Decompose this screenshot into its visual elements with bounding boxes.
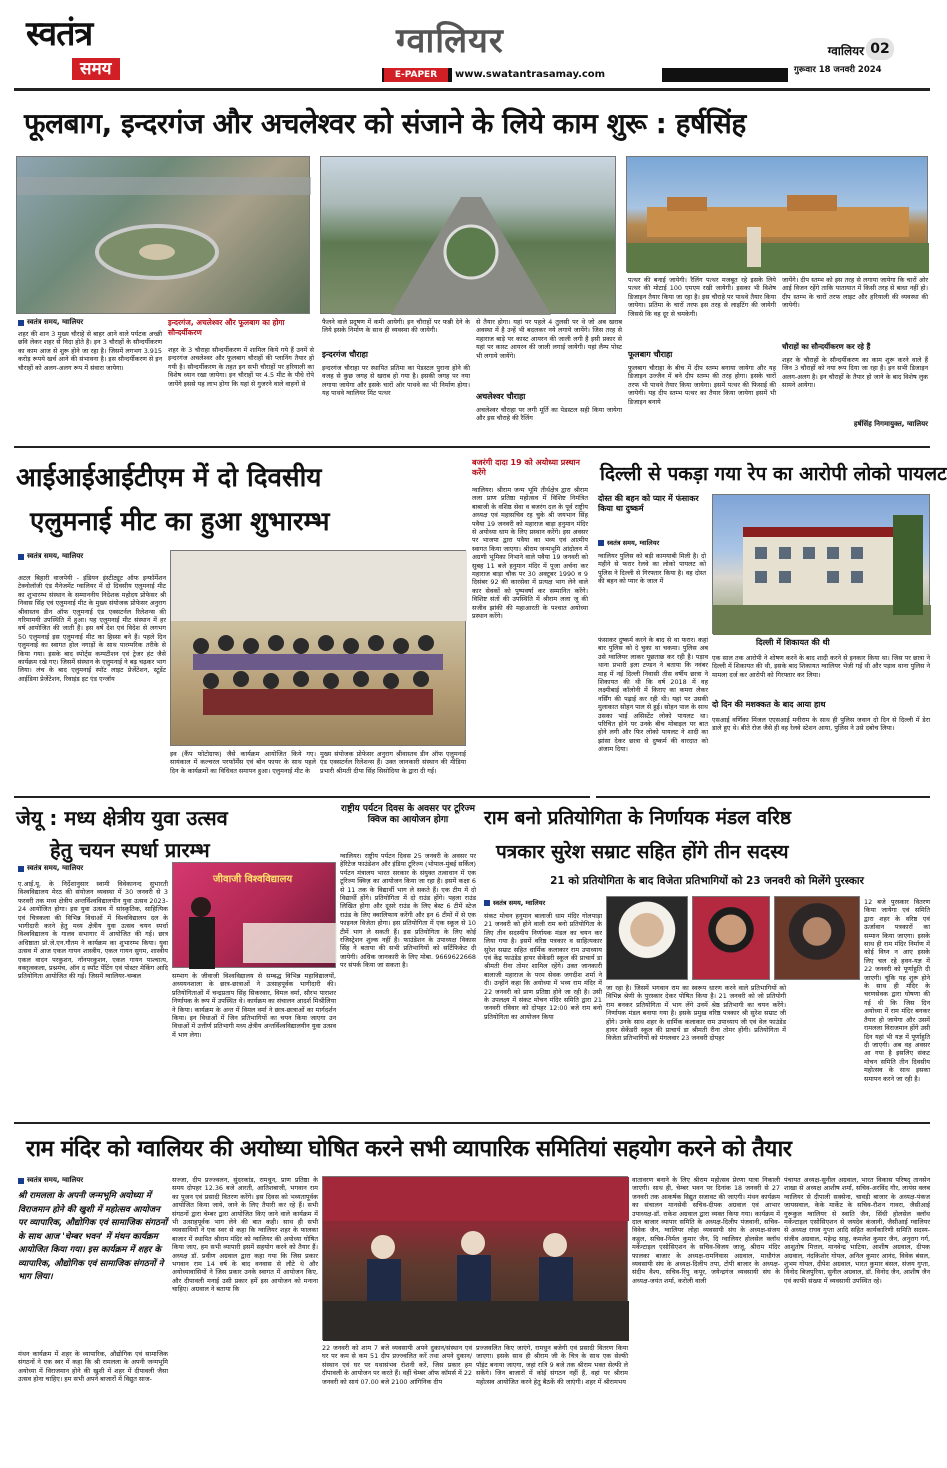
iiitm-headline-2: एलुमनाई मीट का हुआ शुभारम्भ (30, 507, 330, 537)
top-col3b: इन्दरगंज चौराहा पर स्थापित प्रतिमा का पेडस्टल पुराना होने की वजह से कुछ जगह से खराब हो गया है। इसकी जगह पर नया लगाया जायेगा और इसके चारों ओर पाथवे का भी निर्माण होगा। यह पाथवे ग्वालियर मिंट पत्थर (322, 364, 470, 398)
ram-jury-headline-1: राम बनो प्रतियोगिता के निर्णायक मंडल वरिष्ठ (484, 807, 792, 829)
masthead (0, 0, 945, 86)
byline-marker (18, 1178, 24, 1184)
ayodhya-col4: वातावरण बनाने के लिए श्रीराम महोत्सव प्रेरणा यात्रा निकाली जाएगी। साथ ही, चेम्बर भवन पर दिनांक 18 जनवरी से 27 जनवरी तक आकर्षक विद्युत सजावट की जाएगी। मंथन कार्यक्रम का संचालन मानसेवी सचिव-दीपक अग्रवाल एवं आभार उपाध्यक्ष-डॉ. राकेश अग्रवाल द्वारा व्यक्त किया गया। कार्यक्रम में दाल बाजार व्यापार समिति के अध्यक्ष-दिलीप पंजवानी, सचिव-विवेक जैन, ग्वालियर लोहा व्यवसायी संघ के अध्यक्ष-संजय कट्ठल, सचिव-निर्मल कुमार जैन, दि ग्वालियर होलसेल क्लॉथ मर्केन्टाइल एसोसिएशन के सचिव-विजय जाजू, श्रीराम मंदिर फालका बाजार के अध्यक्ष-रामनिवास अग्रवाल, माधौगंज व्यवसायी संघ के अध्यक्ष-दिलीप तपा, टोपी बाजार के अध्यक्ष-संदीप वैश्य, सचिव-रिंपु कपूर, जयेन्द्रगंज व्यवसायी संघ के अध्यक्ष-जयंत शर्मा, करोली वाली (632, 1176, 780, 1285)
ayodhya-caption-2: प्रज्जवलित किए जाएंगे, रामधुन बजेगी एवं प्रसादी वितरण किया जाएगा। इसके साथ ही श्रीराम जी के चित्र के साथ एक सेल्फी पॉइंट बनाया जाएगा, जहां रात्रि 9 बजे तक श्रीराम भक्त सेल्फी ले सकेंगे। जिन बाजारों में कोई संगठन नहीं हैं, वहां पर श्रीराम महोत्सव आयोजित करने हेतु बैठकें की जाएंगी। शहर में श्रीरामभय (476, 1344, 628, 1386)
jury-portrait-2 (692, 896, 770, 980)
chamber-meeting-photo (322, 1176, 628, 1340)
top-col5-subhead: फूलबाग चौराहा (628, 350, 673, 359)
logo (26, 14, 166, 84)
delhi-body-2: फंसाकर दुष्कर्म करने के बाद से था फरार। कहां बार पुलिस को दे चुका था चकमा। पुलिस अब उसे ग्वालियर लाकर पूछताछ कर रही है। पड़ाव थाना प्रभारी इला टण्डन ने बताया कि नवंबर माह में नई दिल्ली निवासी तीस वर्षीय छात्रा ने शिकायत की थी कि वर्ष 2018 में वह लक्ष्मीबाई कॉलोनी में किराए का कमरा लेकर नर्सिंग की पढ़ाई कर रही थी। यहां पर उसकी मुलाकात सोहन पाल से हुई। सोहन पाल के साथ उसका भाई असिस्टेंट लोको पायलट था। परिचित होने पर उनके बीच मोबाइल पर बात होने लगी और फिर लोको पायलट ने शादी का झांसा देकर छात्रा से दुष्कर्म की वारदात को अंजाम दिया। (598, 636, 708, 754)
ram-jury-body-2: जा रहा है। जिसमें भगवान राम का स्वरूप धारण करने वाले प्रतिभागियों को विभिन्न श्रेणी के पुरस्कार देकर पोषित किया है। 21 जनवरी को जो प्रतियोगी राम बनकर प्रतियोगिता में भाग लेंगे उनमें श्रेष्ठ प्रतिभागी का चयन करेंगे। निर्णायक मंडल बनाया गया है। इसके प्रमुख वरिष्ठ पत्रकार श्री सुरेश सम्राट जी होंगे। उनके साथ शहर के धार्मिक कलाकार राम उपाध्याय जी एवं वेल फाउंडेड हायर सेकेंडरी स्कूल की प्राचार्य डा श्रीमती रीना तोमर होंगी। प्रतियोगिता में विजेता प्रतिभागियों को मंगलवार 23 जनवरी दोपहर (606, 984, 786, 1043)
top-quote-attribution: हर्षसिंह निगमायुक्त, ग्वालियर (853, 420, 928, 428)
byline-text: स्वतंत्र समय, ग्वालियर (27, 552, 84, 560)
byline-marker (598, 540, 604, 546)
delhi-body-3: एक साल तक आरोपी ने शोषण करने के बाद शादी करने से इनकार किया था। जिस पर छात्रा ने दिल्ली में शिकायत की थी, इसके बाद शिकायत ग्वालियर भेजी गई थी और पड़ाव थाना पुलिस ने मामला दर्ज कर आरोपी को गिरफ्तार कर लिया। (712, 654, 930, 679)
top-col2-subhead: इन्दरगंज, अचलेश्वर और फूलबाग का होगा सौन्दर्यीकरण (168, 318, 285, 337)
byline-marker (18, 866, 24, 872)
ayodhya-caption: 22 जनवरी को शाम 7 बजे व्यवसायी अपने दुकान/संस्थान एवं घर पर कम से कम 51 दीप प्रज्ज्वलित करें तथा अपने दुकान/संस्थान एवं घर पर यथासंभव रोशनी करें, जिस प्रकार हम दीपावली के आयोजन पर करते हैं। वहीं चेम्बर ऑफ कॉमर्स में 22 जनवरी को सायं 07.00 बजे 2100 आंगिनिक दीप (322, 1344, 472, 1386)
top-col3a: फैलने वाले प्रदूषण में कमी आयेगी। इन चौराहों पर फन्नी देने के लिये इसके निर्माण के साथ ही व्यवस्था की जायेगी। (322, 318, 470, 335)
iiitm-group-photo (170, 550, 466, 746)
road-shape (321, 157, 617, 315)
page-city: ग्वालियर (827, 44, 864, 58)
masthead-rule (14, 88, 930, 91)
delhi-caption: दिल्ली में शिकायत की थी (756, 638, 830, 647)
delhi-body-1: ग्वालियर पुलिस को बड़ी कामयाबी मिली है। दो महीने से फरार रेलवे का लोको पायलट को पुलिस ने दिल्ली से गिरफ्तार किया है। वह दोस्त की बहन को प्यार के जाल में (598, 552, 706, 586)
byline-text: स्वतंत्र समय, ग्वालियर (493, 899, 546, 907)
byline-text: स्वतंत्र समय, ग्वालियर (607, 539, 660, 547)
jiwaji-body-1: ए.आई.यू. के निर्देशानुसार स्वामी विवेकानन्द सुभारती विश्वविद्यालय मेरठ की संयोजन व्यवस्था में 30 जनवरी से 3 फरवरी तक मध्य क्षेत्रीय अन्तर्विश्वविद्यालयीन युवा उत्सव 2023-24 आयोजित होगा। इस युवा उत्सव में सांस्कृतिक, साहित्यिक एवं चित्रकला की विभिन्न विधाओं में विश्वविद्यालय दल के भागीदारी करने हेतु मध्य क्षेत्रीय युवा उत्सव चयन स्पर्धा विश्वविद्यालय के गालव सभागार में आयोजित की गई। छात्र अधिष्ठाता प्रो.जे.एन.गौतम ने कार्यक्रम का शुभारम्भ किया। युवा उत्सव में आज एकल गायन शास्त्रीय, एकल गायन सुगम, शास्त्रीय एकल वादन परकुशन, नॉनपरकुशन, एकल गायन पाश्चात्य, वक्तृत्वकला, प्रश्नमंच, ऑन द स्पॉट पेंटिंग एवं पोस्टर मेकिंग आदि प्रतियोगिता आयोजित की गई। जिसमें ग्वालियर-चम्बल (18, 880, 168, 981)
byline-marker (18, 320, 24, 326)
top-col6a: जायेंगे। दीप स्तम्भ को इस तरह से लगाया जायेगा कि चारों ओर आई विजन रहेंगे ताकि यातायात में किसी तरह से बाधा नहीं हो। दीप स्तम्भ के चारों तरफ लाइट और हरियाली की व्यवस्था की जायेगी। (782, 276, 928, 310)
ayodhya-col2: सज्जा, दीप प्रज्ज्वलन, सुंदरकांड, रामधुन, प्राण प्रतिष्ठा के समय दोपहर 12.36 बजे आरती, आतिशबाजी, भगवान राम का पूजन एवं प्रसादी वितरण करेंगे। इस दिवस को भव्यतापूर्वक आयोजित किया जाये, जाने के लिए तैयारी कर रहे हैं। सभी संगठनों द्वारा चेम्बर द्वारा आयोजित किए जाने वाले कार्यक्रम में भी उत्साहपूर्वक भाग लेने की बात कही। साथ ही सभी व्यवसायियों ने एक स्वर से कहा कि ग्वालियर शहर के फालका बाजार में स्थापित श्रीराम मंदिर को ग्वालियर की अयोध्या घोषित किया जाए, हम सभी व्यापारी इसमें सहयोग करने को तैयार हैं। अध्यक्ष डॉ. प्रवीण अग्रवाल द्वारा कहा गया कि जिस प्रकार भगवान राम 14 वर्ष के बाद वनवास से लौटे थे और अयोध्यावासियों ने जिस प्रकार उनके स्वागत में आयोजन किए, और दीपावली मनाई उसी प्रकार हमें इस आयोजन को मनाना चाहिए। अग्रवाल ने बताया कि (172, 1176, 318, 1294)
iiitm-body-2: इव (कैंप फोटोग्राफ) जैसे कार्यक्रम आयोजित किये गए। सायंकाल में कल्चरल परफॉर्मेंस एवं बोन फायर के साथ पहले दिन के कार्यक्रमों का विधिवत समापन हुआ। एलुमनाई मीट के (170, 750, 316, 775)
top-col5b: फूलबाग चौराहा के बीच में दीप स्तम्भ बनाया जायेगा और यह डिजाइन उज्जैन में बने दीप स्तम्भ की तरह होगा। इसके चारों तरफ भी पाथवे तैयार किया जायेगा। इसमें पत्थर की फिसाई की जायेगी। यह दीप स्तम्भ पत्थर का तैयार किया जायेगा इसमें भी डिजाइन बनाये (628, 364, 776, 406)
byline-text: स्वतंत्र समय, ग्वालियर (27, 1176, 84, 1184)
top-col2: शहर के 3 चौराहा सौन्दर्यीकरण में शामिल किये गये हैं उनमें से इन्दरगंज अचलेश्वर और फूलबाग चौराहों की प्लानिंग तैयार हो गयी है। सौन्दर्यीकरण के तहत इन सभी चौराहों पर हरियाली का विशेष ध्यान रखा जायेगा। इन चौराहों पर 4.5 मीट के पौधे रोपे जायेंगे इससे यह लाभ होगा कि यहां से गुजरने वाले वाहनों से (168, 346, 314, 388)
epaper-label: E-PAPER (384, 68, 448, 82)
rule-2 (14, 796, 590, 798)
rule-1 (14, 446, 930, 448)
top-col5a: पत्थर की बनाई जायेगी। रैलिंग पत्थर मजबूत रहे इसके लिये पत्थर की मोटाई 100 एमएम रखी जायेगी। इसका भी विशेष डिजाइन तैयार किया जा रहा है। इस चौराहे पर पाथवे तैयार किया जायेगा। प्रतिमा के चारों तरफ इस तरह से लाइटिंग की जायेगी जिससे कि वह दूर से चमकेगी। (628, 276, 776, 318)
logo-bottom-text: समय (72, 58, 120, 80)
achleshwar-aerial-photo (320, 156, 616, 314)
top-col6b: शहर के चौराहों के सौन्दर्यीकरण का काम शुरू करने वाले हैं जिन 3 चौराहों को नया रूप दिया जा रहा है। इन सभी डिजाइन अलग-अलग है। इन चौराहों के तैयार हो जाने के बाद विशेष लुक सामने आयेगा। (782, 356, 928, 390)
ram-jury-headline-2: पत्रकार सुरेश सम्राट सहित होंगे तीन सदस्य (496, 841, 789, 863)
top-col1: शहर की शान 3 मुख्य चौराहे से बाहर आने वाले पर्यटक अच्छी छवि लेकर शहर से विदा होते है। इन 3 चौराहों के सौन्दर्यीकरण का काम आज से शुरू होने जा रहा है। जिसमें लगभग 3.915 करोड़ रूपये खर्च आने की संभावना है। इस सौन्दर्यीकरण से इन चौराहों को अलग-अलग रूप में संवारा जायेगा। (18, 330, 162, 372)
tourism-title: राष्ट्रीय पर्यटन दिवस के अवसर पर टूरिज्म क्विज का आयोजन होगा (340, 804, 476, 825)
page-number: 02 (866, 38, 894, 60)
ayodhya-col1: मंथन कार्यक्रम में शहर के व्यापारिक, औद्योगिक एवं सामाजिक संगठनों ने एक स्वर में कहा कि श्री रामलला के अपनी जन्मभूमि अयोध्या में विराजमान होने की खुशी में शहर में दीपावली जैसा उत्सव होना चाहिए। हम सभी अपने बाजारों में विद्युत साज- (18, 1350, 168, 1384)
phoolbagh-fort-photo (626, 156, 928, 272)
bajrangi-title: बजरंगी दादा 19 को अयोध्या प्रस्थान करेंगे (472, 458, 580, 477)
byline-text: स्वतंत्र समय, ग्वालियर (27, 318, 84, 326)
jury-portrait-1 (606, 896, 688, 980)
ayodhya-col5: पंचायत अध्यक्ष-सुनील अग्रवाल, भारत विकास परिषद् तानसेन शाखा से अध्यक्ष आशीष शर्मा, सचिव-अरविंद गौर, लायंस क्लब ग्वालियर से दीपाली सक्सेना, चावड़ी बाजार के अध्यक्ष-पंकज जायसवाल, केके मार्केट के सचिव-रौशन गावरा, जैसीआई गुरूकुल ग्वालियर से स्वाति जैन, सिंधी होलसेल क्लॉथ मर्केन्टाइल एसोसिएशन से जयदेव कंजानी, जैसीआई ग्वालियर से अध्यक्ष राघव गुप्ता आदि सहित कार्यकारिणी समिति सदस्य-संजीव अग्रवाल, महेन्द्र साहू, कमलेश कुमार जैन, अनुराग गर्ग, आशुतोष मित्तल, मानवेन्द्र भाटिया, आशीष अग्रवाल, दीपक अग्रवाल, नंदकिशोर गोयल, अनिल कुमार आनंद, विवेक बंसल, शुभम गोयल, दीपेश अग्रवाल, भारत कुमार बंसल, संजय गुप्ता, विनोद बिजपुरिया, सुनील अग्रवाल, डॉ. विनोद जैन, आशीष जैन एवं काफी संख्या में व्यवसायी उपस्थित रहे। (784, 1176, 930, 1285)
byline-marker (484, 900, 490, 906)
issue-date: गुरूवार 18 जनवरी 2024 (794, 65, 882, 75)
building-shape (713, 495, 931, 635)
ayodhya-byline (18, 1176, 168, 1186)
ayodhya-intro: श्री रामलला के अपनी जन्मभूमि अयोध्या में विराजमान होने की खुशी में महोत्सव आयोजन पर व्यापारिक, औद्योगिक एवं सामाजिक संगठनों के साथ आज 'चेम्बर भवन' में मंथन कार्यक्रम आयोजित किया गया। इस कार्यक्रम में शहर के व्यापारिक, औद्योगिक एवं सामाजिक संगठनों ने भाग लिया। (18, 1191, 168, 1282)
iiitm-body: अटल बिहारी वाजपेयी - इंडियन इंस्टीट्यूट ऑफ इन्फॉर्मेशन टेक्नोलॉजी एंड मैनेजमेंट ग्वालियर में दो दिवसीय एलुमनाई मीट का शुभारम्भ संस्थान के सम्माननीय निदेशक महोदय प्रोफेसर श्री निवास सिंह एवं एलुमनाई मीट के मुख्य संयोजक प्रोफेसर अनुराग श्रीवास्तव डीन ऑफ एलुमनाई एंड एक्सटर्नल रिलेशन्स की गरिमामयी उपस्थिति में हुआ। यह एलुमनाई मीट संस्थान में हर वर्ष आयोजित की जाती है। इस वर्ष देश एवं विदेश से लगभग 50 एलुमनाई इस एलुमनाई मीट का हिस्सा बने हैं। पहले दिन एलुमनाई का स्वागत होल नगाड़ों के साथ पारम्परिक तरीके से किया गया। इसके बाद स्पोर्ट्स कम्पटीशन एवं ट्रेजर हंट जैसे कार्यक्रम रखे गए। जिसमें संस्थान के एलुमनाई ने बढ़ चढ़कर भाग लिया। लंच के बाद एलुमनाई स्पॉट लाइट प्रेजेंटेशन, स्टूडेंट आईडिया प्रेजेंटेशन, रिवाइंड इट एंड एन्जॉय (18, 574, 166, 683)
iiitm-headline-1: आईआईआईटीएम में दो दिवसीय (16, 463, 322, 493)
top-col4b: अचलेश्वर चौराहा पर लगी मूर्ति का पेडस्टल सही किया जायेगा और इस चौराहे की रैलिंग (476, 406, 622, 423)
delhi-subhead-2: दो दिन की मशक्कत के बाद आया हाथ (712, 700, 826, 709)
rule-3 (14, 1122, 930, 1124)
group-people-shape (171, 551, 467, 747)
logo-top-text: स्वतंत्र (26, 14, 93, 54)
jiwaji-body-2: सम्भाग के जीवाजी विश्वविद्यालय से सम्बद्ध विभिन्न महाविद्यालयों, अध्ययनशाला के छात्र-छात्राओं ने उत्साहपूर्वक भागीदारी की। प्रतियोगिताओं में चन्द्रप्रताप सिंह सिकरवार, विमल वर्मा, सौरभ पाराशर निर्णायक के रूप में उपस्थित थे। कार्यक्रम का संचालन आदर्श मिश्रीलिया ने किया। कार्यक्रम के अन्त में विमल वर्मा ने छात्र-छात्राओं का मार्गदर्शन किया। इन विधाओं में जिन प्रतिभागियों का चयन किया जाएगा उन विधाओं में उत्तीर्ण प्रतिभागी मध्य क्षेत्रीय अन्तर्विश्वविद्यालयीन युवा उत्सव में भाग लेगा। (172, 972, 336, 1039)
delhi-body-4: एसआई वर्णिका मिंजल एएसआई मनीराम के साथ ही पुलिस जवान दो दिन से दिल्ली में डेरा डाले हुए थे। बीते रोज जैसे ही वह रेलवे स्टेशन आया, पुलिस ने उसे दबोच लिया। (712, 716, 930, 733)
top-col6-subhead: चौराहों का सौन्दर्यीकरण कर रहे हैं (782, 342, 871, 351)
jiwaji-banner-text: जीवाजी विश्वविद्यालय (213, 874, 293, 885)
byline-marker (18, 554, 24, 560)
ram-jury-body-3b (790, 984, 930, 1116)
railway-building-photo (712, 494, 930, 634)
top-col4-subhead: अचलेश्वर चौराहा (476, 392, 526, 401)
top-col4a: से तैयार होगा। यहां पर पहले 4 तुलसी पर थे जो अब खराब अवस्था में है उन्हें भी बदलकर नये लगाये जायेंगे। जिस तरह से महाराज बाड़े पर कास्ट आयरन की जाली लगी है इसी प्रकार से यहां पर कास्ट आयरन की जाली लगाई जायेगी। यहां लैम्प पोस्ट भी लगाये जायेंगे। (476, 318, 622, 360)
delhi-subhead: दोस्त की बहन को प्यार में फंसाकर किया था दुष्कर्म (598, 494, 699, 513)
city-title: ग्वालियर (396, 21, 504, 61)
ayodhya-headline: राम मंदिर को ग्वालियर की अयोध्या घोषित करने सभी व्यापारिक समितियां सहयोग करने को तैयार (26, 1136, 792, 1162)
bajrangi-body: ग्वालियर। श्रीराम जन्म भूमि तीर्थक्षेत्र द्वारा श्रीराम लला प्राण प्रतिष्ठा महोत्सव में विशिष्ट निमंत्रित बाबाजी के वशिष्ठ सेवा व बजरंग दल के पूर्व राष्ट्रीय अध्यक्ष एवं महासचिव रह चुके श्री जयभान सिंह पवैया 19 जनवरी को महाराज बाड़ा हनुमान मंदिर से अयोध्या धाम के लिए प्रस्थान करेंगे। इस अवसर पर भाजपा द्वारा पवैया का भव्य एवं आत्मीय स्वागत किया जाएगा। श्रीराम जन्मभूमि आंदोलन में अग्रणी भूमिका निभाने वाले पवैया 19 जनवरी को सुबह 11 बजे हनुमान मंदिर में पूजा अर्चना कर महाराज बाड़ा चौक पर 30 अक्टूबर 1990 व 9 दिसंबर 92 की कारसेवा में प्रत्यक्ष भाग लेने वाले कार सेवकों को पुष्पवर्षा कर सम्मानित करेंगे। विशिष्ट संतों की उपस्थिति में श्रीराम लला जू की सजीव झांकी की महाआरती के पश्चात अयोध्या प्रस्थान करेंगे। (472, 486, 588, 621)
jiwaji-headline-1: जेयू : मध्य क्षेत्रीय युवा उत्सव (16, 806, 228, 830)
jiwaji-headline-2: हेतु चयन स्पर्धा प्रारम्भ (50, 838, 210, 862)
ram-jury-strap: 21 को प्रतियोगिता के बाद विजेता प्रतिभागियों को 23 जनवरी को मिलेंगे पुरस्कार (550, 875, 864, 887)
jury-portrait-3 (774, 896, 860, 980)
ram-jury-byline (484, 898, 604, 908)
roundabout-shape (17, 157, 311, 315)
ram-jury-body-1: संकट मोचन हनुमान बालाजी धाम मंदिर गोलपाड़ा 21 जनवरी को होने वाली राम बनो प्रतियोगिता के लिए तीन सदस्यीय निर्णायक मंडल का चयन कर लिया गया है। इसमें वरिष्ठ पत्रकार व साहित्यकार सुरेश सम्राट सहित धार्मिक कलाकार राम उपाध्याय एवं केंद्र फाउंडेड हायर सेकेंडरी स्कूल की प्राचार्य डा श्रीमती रीना तोमर शामिल रहेंगे। उक्त जानकारी बालाजी महाराज के परम सेवक जगदीश शर्मा ने दी। उन्होंने कहा कि अयोध्या में भव्य राम मंदिर में 22 जनवरी को प्राण प्रतिष्ठा होने जा रही है। उसी के उपलक्ष्य में संकट मोचन मंदिर समिति द्वारा 21 जनवरी रविवार को दोपहर 12:00 बजे राम बनो प्रतियोगिता का आयोजन किया (484, 912, 602, 1021)
indergunj-aerial-photo (16, 156, 310, 314)
meeting-people-shape (323, 1177, 629, 1341)
tourism-body: ग्वालियर। राष्ट्रीय पर्यटन दिवस 25 जनवरी के अवसर पर हेरिटेज फाउंडेशन और इंडिया टूरिज्म (भोपाल-मुंबई सर्किल) पर्यटन मंत्रालय भारत सरकार के संयुक्त तत्वाधान में एक टूरिज्म क्विज़ का आयोजन किया जा रहा है। इसमें कक्षा 6 से 11 तक के विद्यार्थी भाग ले सकते हैं। एक टीम में दो विद्यार्थी होंगे। प्रतियोगिता में दो राउंड होंगे। पहला राउंड लिखित होगा और दूसरे राउंड के लिए बेस्ट 6 टीमें स्टेज राउंड के लिए क्वालिफाय करेंगी और इन 6 टीमों में से एक फाइनल विजेता होगा। इस प्रतियोगिता में एक स्कूल से 10 टीमें भाग ले सकती हैं। इस प्रतियोगिता के लिए कोई रजिस्ट्रेशन शुल्क नहीं है। फाउंडेशन के उपाध्यक्ष विकास सिंह ने बताया की सभी प्रतिभागियों को सर्टिफिकेट दी जायेगी। अधिक जानकारी के लिए मोबा. 9669622668 पर संपर्क किया जा सकता है। (340, 852, 476, 970)
rule-2b (596, 796, 930, 798)
ram-jury-body-3: 12 बजे पुरस्कार वितरण किया जायेगा एवं समिति द्वारा शहर के वरिष्ठ एवं ऊर्जावान पत्रकारों का सम्मान किया जाएगा। इसके साथ ही राम मंदिर निर्माण में कोई विघ्न न आए इसके लिए चल रहे हवन-यज्ञ में 22 जनवरी को पूर्णाहुति दी जाएगी। चूंकि यह शुरू होने के साथ ही मंदिर के चरणसेवक द्वारा घोषणा की गई थी कि जिस दिन अयोध्या में राम मंदिर बनकर तैयार हो जायेगा और उसमें रामलला विराजमान होंगे उसी दिन यहां भी यज्ञ में पूर्णाहुति दी जाएगी। अब वह अवसर आ गया है इसलिए संकट मोचन समिति तीन दिवसीय महोत्सव के साथ इसका समापन करने जा रही है। (864, 898, 930, 1083)
top-headline: फूलबाग, इन्दरगंज और अचलेश्वर को संजाने के लिये काम शुरू : हर्षसिंह (24, 107, 746, 140)
jiwaji-stage-photo (172, 862, 336, 968)
iiitm-body-3: मुख्य संयोजक प्रोफेसर अनुराग श्रीवास्तव डीन ऑफ एलुमनाई एंड एक्सटर्नल रिलेशन्स हैं। उक्त जानकारी संस्थान की मीडिया प्रभारी श्रीमती दीपा सिंह सिसोदिया के द्वारा दी गई। (320, 750, 466, 775)
byline-text: स्वतंत्र समय, ग्वालियर (27, 864, 84, 872)
website-link[interactable]: www.swatantrasamay.com (452, 68, 662, 82)
delhi-byline (598, 538, 708, 548)
fort-shape (627, 157, 929, 273)
jiwaji-byline (18, 864, 168, 874)
top-col3-subhead: इन्दरगंज चौराहा (322, 350, 368, 359)
iiitm-byline (18, 552, 168, 562)
delhi-headline: दिल्ली से पकड़ा गया रेप का आरोपी लोको पायलट (600, 463, 947, 485)
